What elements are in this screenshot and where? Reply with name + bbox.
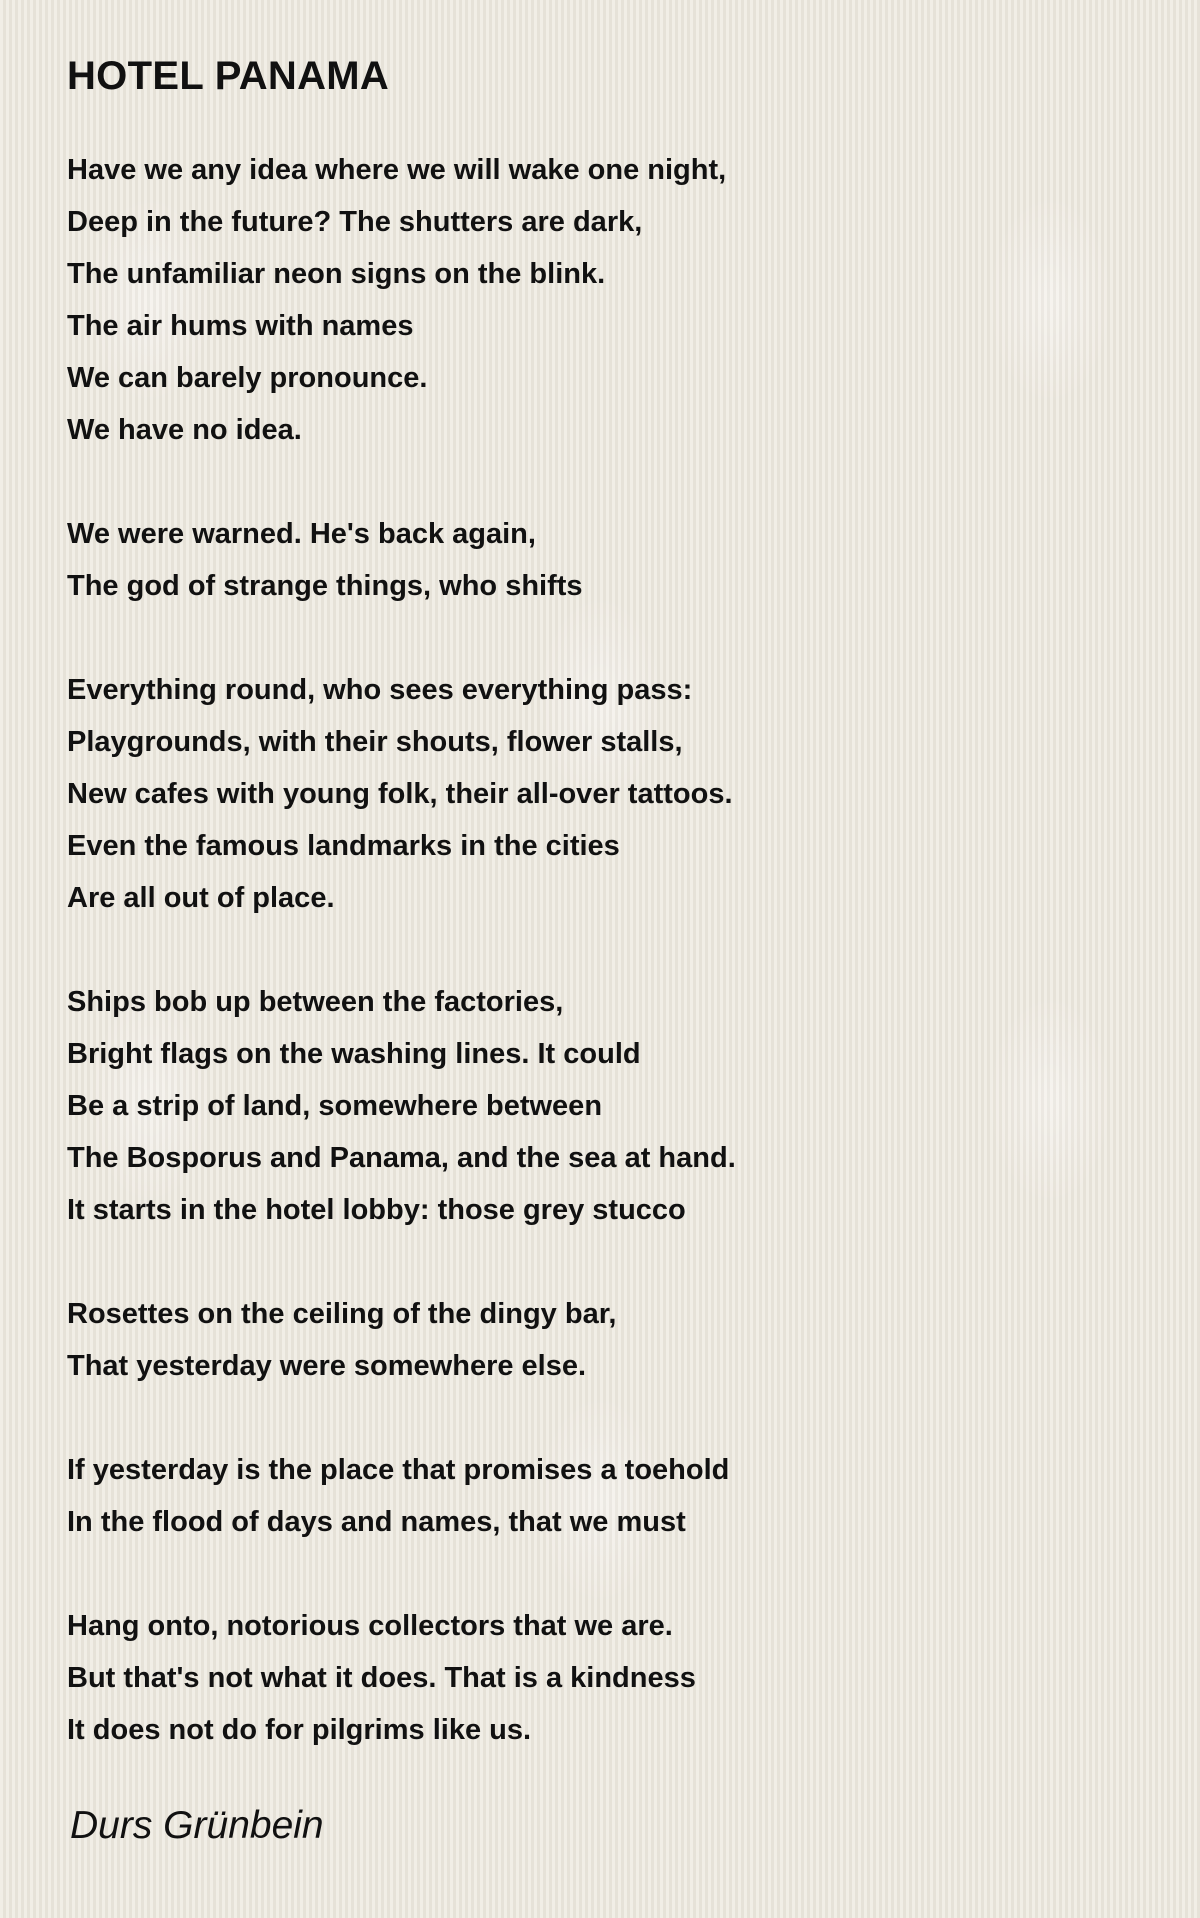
stanza [67,1444,1067,1548]
poem-line: It does not do for pilgrims like us. [67,1714,532,1746]
poem-line: But that's not what it does. That is a kindness [67,1662,696,1694]
poem-line: It starts in the hotel lobby: those grey stucco [67,1194,686,1226]
poem-line: Everything round, who sees everything pass: [67,674,693,706]
stanza [67,976,1067,1236]
stanza [67,664,1067,924]
poem-line: Ships bob up between the factories, [67,986,564,1018]
poem-line: If yesterday is the place that promises a toehold [67,1454,730,1486]
poem-line: That yesterday were somewhere else. [67,1350,587,1382]
poem-line: Are all out of place. [67,882,335,914]
poem-author: Durs Grünbein [70,1804,324,1847]
poem-line: The god of strange things, who shifts [67,570,583,602]
poem-line: Be a strip of land, somewhere between [67,1090,603,1122]
poem-line: We can barely pronounce. [67,362,428,394]
poem-page [67,52,1067,1850]
poem-body [67,144,1067,1756]
stanza [67,1600,1067,1756]
poem-line: Hang onto, notorious collectors that we are. [67,1610,673,1642]
poem-line: In the flood of days and names, that we must [67,1506,686,1538]
poem-line: Rosettes on the ceiling of the dingy bar, [67,1298,617,1330]
poem-line: Deep in the future? The shutters are dark, [67,206,643,238]
poem-line: Playgrounds, with their shouts, flower stalls, [67,726,683,758]
poem-line: The air hums with names [67,310,414,342]
poem-line: The Bosporus and Panama, and the sea at hand. [67,1142,736,1174]
poem-line: Even the famous landmarks in the cities [67,830,620,862]
stanza [67,1288,1067,1392]
stanza [67,508,1067,612]
poem-line: New cafes with young folk, their all-over tattoos. [67,778,733,810]
poem-line: Bright flags on the washing lines. It could [67,1038,641,1070]
poem-title: HOTEL PANAMA [67,54,390,98]
poem-line: We have no idea. [67,414,302,446]
poem-line: Have we any idea where we will wake one night, [67,154,727,186]
poem-line: We were warned. He's back again, [67,518,536,550]
poem-line: The unfamiliar neon signs on the blink. [67,258,606,290]
stanza [67,144,1067,456]
